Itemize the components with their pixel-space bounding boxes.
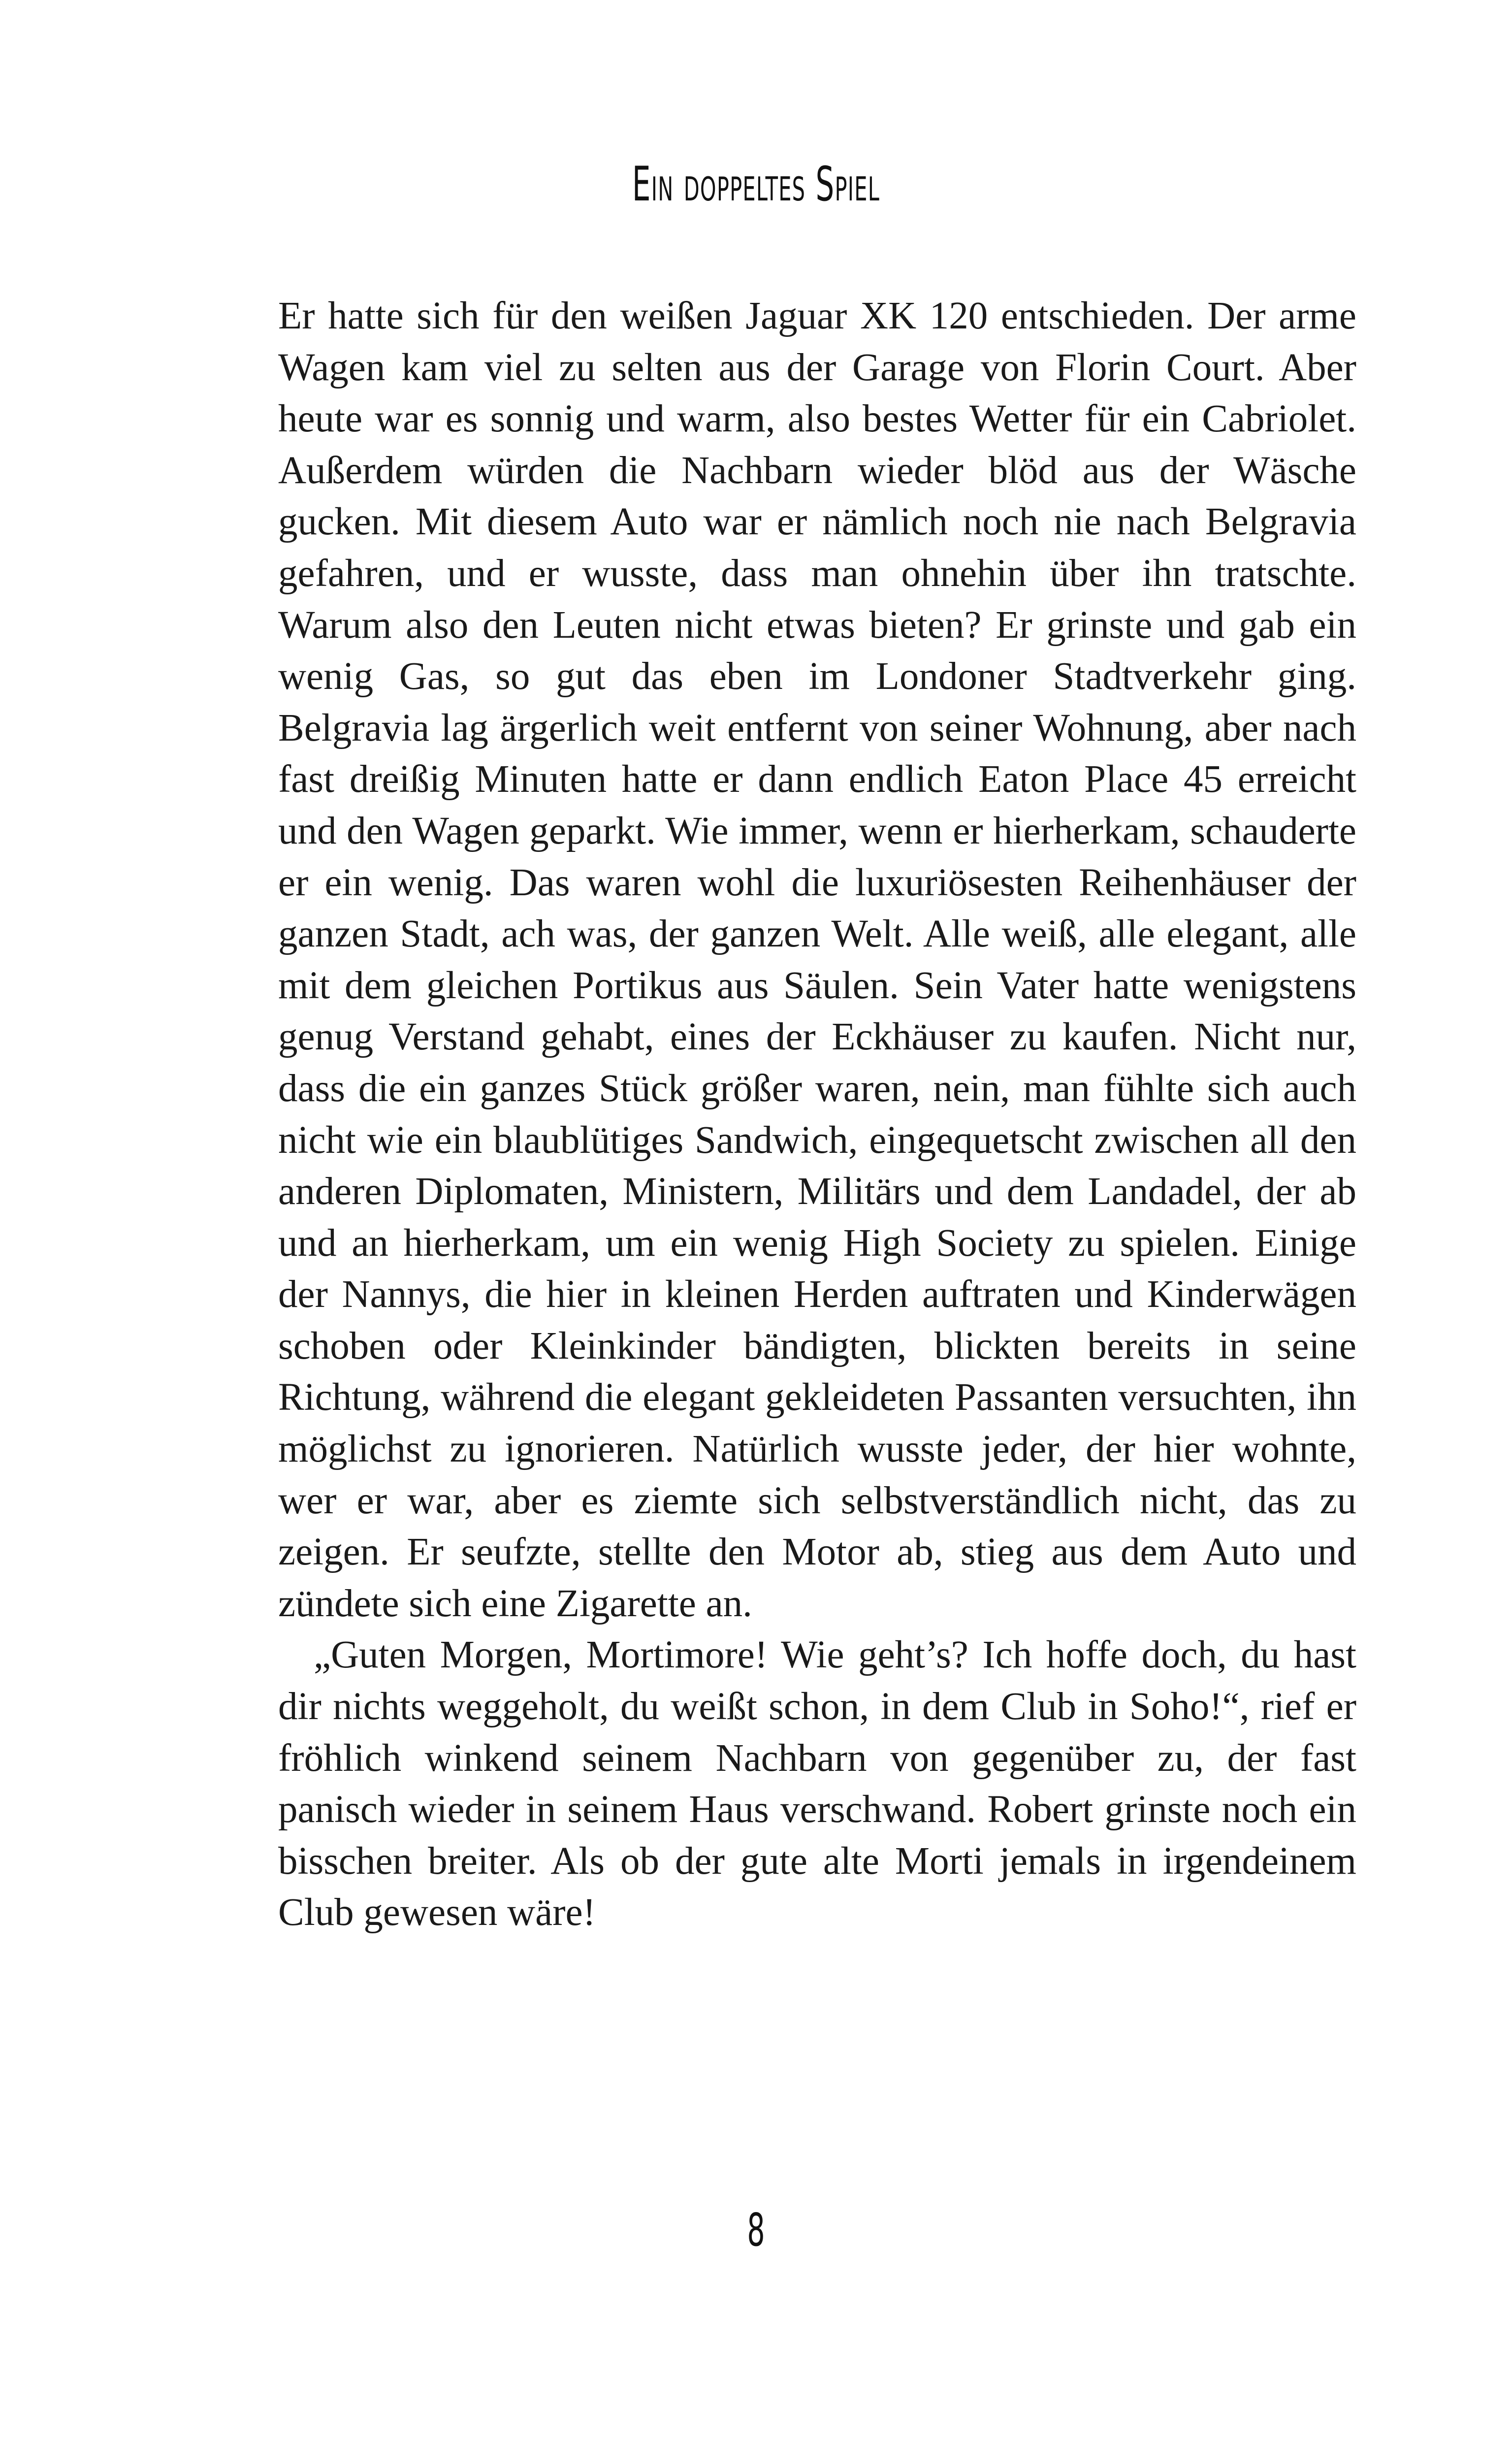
page-number: 8 xyxy=(747,2204,765,2256)
running-title: Ein doppeltes Spiel xyxy=(632,157,880,212)
paragraph-2: „Guten Morgen, Mortimore! Wie geht’s? Ich hoffe doch, du hast dir nichts weggeholt, du weißt schon, in dem Club in Soho!“, rief er fröhlich winkend seinem Nachbarn von gegenüber zu, der fast panisch wieder in seinem Haus verschwand. Robert grinste noch ein bisschen breiter. Als ob der gute alte Morti jemals in irgendeinem Club gewesen wäre! xyxy=(278,1633,1356,1934)
paragraph-1: Er hatte sich für den weißen Jaguar XK 120 entschieden. Der arme Wagen kam viel zu selten aus der Garage von Florin Court. Aber heute war es sonnig und warm, also bestes Wetter für ein Cabriolet. Außerdem würden die Nachbarn wieder blöd aus der Wäsche gucken. Mit diesem Auto war er nämlich noch nie nach Belgravia gefahren, und er wusste, dass man ohnehin über ihn tratschte. Warum also den Leuten nicht etwas bieten? Er grinste und gab ein wenig Gas, so gut das eben im Londoner Stadtverkehr ging. Belgravia lag ärgerlich weit entfernt von seiner Wohnung, aber nach fast dreißig Minuten hatte er dann endlich Eaton Place 45 erreicht und den Wagen geparkt. Wie immer, wenn er hierherkam, schauderte er ein wenig. Das waren wohl die luxuriösesten Reihenhäuser der ganzen Stadt, ach was, der ganzen Welt. Alle weiß, alle elegant, alle mit dem gleichen Portikus aus Säulen. Sein Vater hatte wenigstens genug Verstand gehabt, eines der Eckhäuser zu kaufen. Nicht nur, dass die ein ganzes Stück größer waren, nein, man fühlte sich auch nicht wie ein blaublütiges Sandwich, eingequetscht zwischen all den anderen Diplomaten, Ministern, Militärs und dem Landadel, der ab und an hierherkam, um ein wenig High Society zu spielen. Einige der Nannys, die hier in kleinen Herden auftraten und Kinderwägen schoben oder Kleinkinder bändigten, blickten bereits in seine Richtung, während die elegant gekleideten Passanten versuchten, ihn möglichst zu ignorieren. Natürlich wusste jeder, der hier wohnte, wer er war, aber es ziemte sich selbstverständlich nicht, das zu zeigen. Er seufzte, stellte den Motor ab, stieg aus dem Auto und zündete sich eine Zigarette an. xyxy=(278,294,1356,1625)
body-text xyxy=(278,291,1356,1939)
